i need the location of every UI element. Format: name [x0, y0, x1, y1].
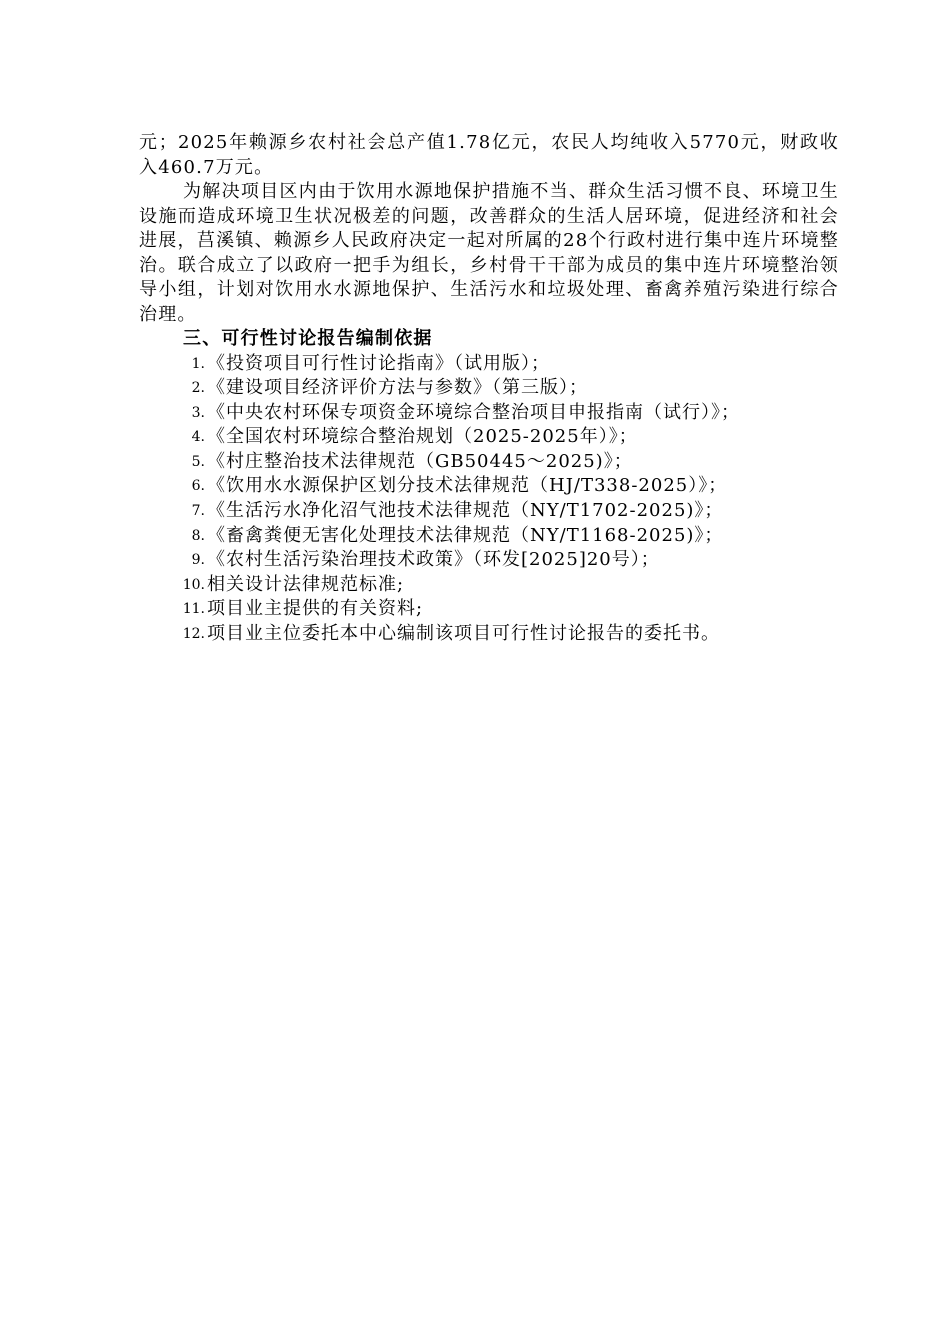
reference-number: 1.	[191, 355, 205, 372]
reference-item	[139, 597, 839, 622]
reference-text: 《畜禽粪便无害化处理技术法律规范（NY/T1168-2025)》；	[207, 524, 724, 546]
reference-item	[139, 548, 839, 573]
reference-number: 4.	[191, 429, 205, 446]
reference-text: 《生活污水净化沼气池技术法律规范（NY/T1702-2025)》；	[207, 500, 724, 522]
reference-item	[139, 524, 839, 549]
section-heading: 三、可行性讨论报告编制依据	[183, 328, 433, 349]
reference-text: 相关设计法律规范标准;	[207, 573, 405, 595]
reference-number: 10.	[182, 576, 205, 593]
reference-text: 《投资项目可行性讨论指南》（试用版）；	[207, 352, 550, 374]
reference-text: 《饮用水水源保护区划分技术法律规范（HJ/T338-2025）》；	[207, 475, 728, 497]
reference-number: 6.	[191, 478, 205, 495]
reference-text: 《农村生活污染治理技术政策》（环发[2025]20号）；	[207, 549, 660, 571]
reference-number: 5.	[191, 453, 205, 470]
reference-number: 2.	[191, 380, 205, 397]
reference-item	[139, 622, 839, 647]
document-body	[139, 131, 839, 647]
reference-item	[139, 401, 839, 426]
reference-item	[139, 573, 839, 598]
reference-item	[139, 425, 839, 450]
reference-item	[139, 499, 839, 524]
paragraph-economy-summary: 元；2025年赖源乡农村社会总产值1.78亿元，农民人均纯收入5770元，财政收入460.7万元。	[139, 132, 839, 178]
reference-number: 3.	[191, 404, 205, 421]
reference-list	[139, 352, 839, 647]
reference-number: 9.	[191, 552, 205, 569]
reference-number: 7.	[191, 503, 205, 520]
reference-number: 8.	[191, 527, 205, 544]
paragraph-project-background: 为解决项目区内由于饮用水源地保护措施不当、群众生活习惯不良、环境卫生设施而造成环境卫生状况极差的问题，改善群众的生活人居环境，促进经济和社会进展，莒溪镇、赖源乡人民政府决定一起对所属的28个行政村进行集中连片环境整治。联合成立了以政府一把手为组长，乡村骨干干部为成员的集中连片环境整治领导小组，计划对饮用水水源地保护、生活污水和垃圾处理、畜禽养殖污染进行综合治理。	[139, 181, 839, 325]
reference-item	[139, 352, 839, 377]
reference-text: 《建设项目经济评价方法与参数》（第三版）；	[207, 377, 588, 399]
reference-item	[139, 474, 839, 499]
reference-text: 项目业主提供的有关资料;	[207, 598, 424, 620]
reference-text: 项目业主位委托本中心编制该项目可行性讨论报告的委托书。	[207, 623, 720, 645]
reference-item	[139, 376, 839, 401]
reference-item	[139, 450, 839, 475]
reference-number: 11.	[182, 601, 205, 618]
reference-text: 《村庄整治技术法律规范（GB50445～2025)》；	[207, 450, 633, 472]
reference-text: 《全国农村环境综合整治规划（2025-2025年）》；	[207, 426, 638, 448]
reference-number: 12.	[182, 626, 205, 643]
reference-text: 《中央农村环保专项资金环境综合整治项目申报指南（试行）》；	[207, 401, 740, 423]
